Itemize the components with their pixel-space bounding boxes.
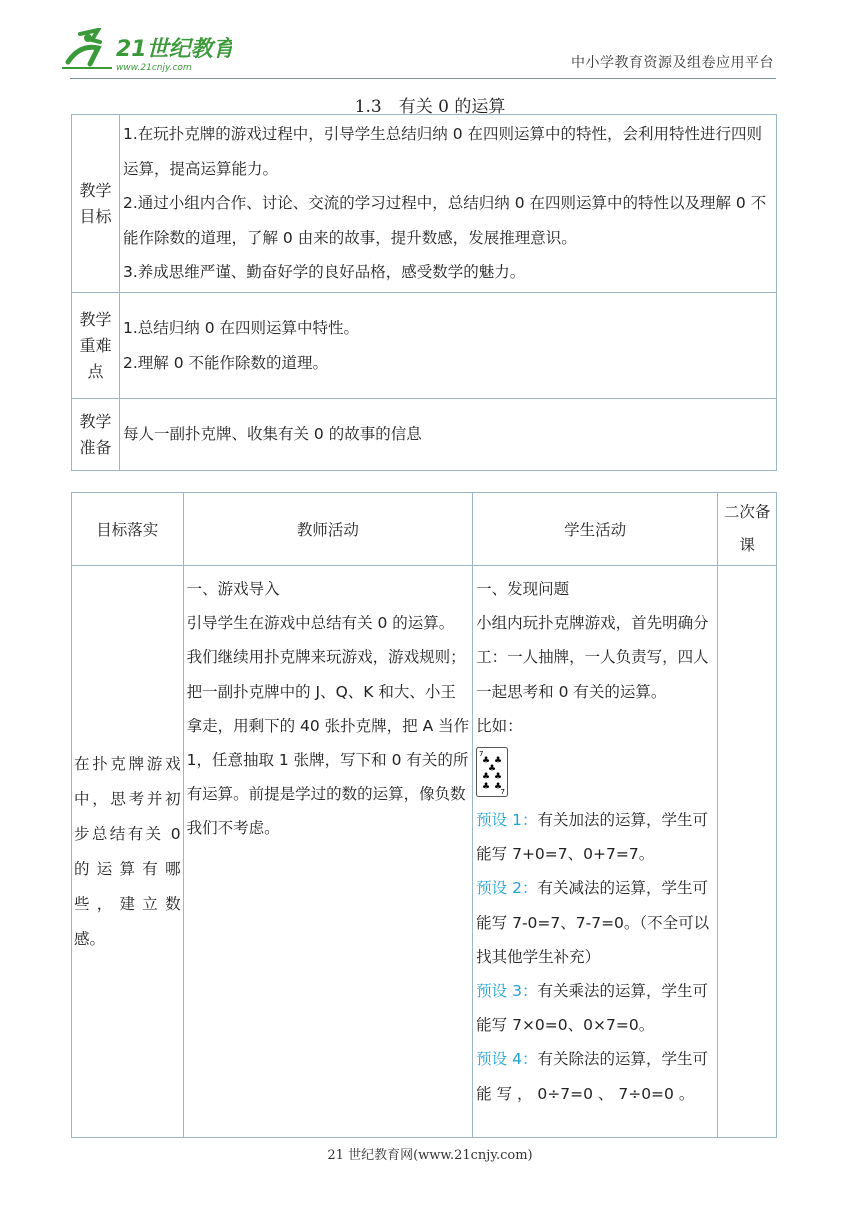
preset-label: 预设 3： xyxy=(476,982,538,1001)
preset-item xyxy=(476,803,715,871)
preset-item xyxy=(476,871,715,974)
goal-cell: 在扑克牌游戏中，思考并初步总结有关 0 的运算有哪些，建立数感。 xyxy=(72,566,184,1138)
info-row-keypoints xyxy=(72,293,777,399)
card-rank-top: 7 xyxy=(479,750,484,759)
student-heading: 一、发现问题 xyxy=(476,580,570,598)
svg-text:♣: ♣ xyxy=(488,764,497,775)
activity-table xyxy=(71,492,777,1138)
teacher-line: 我们继续用扑克牌来玩游戏，游戏规则；把一副扑克牌中的 J、Q、K 和大、小王拿走，用剩下的 40 张扑克牌，把 A 当作 1，任意抽取 1 张牌，写下和 0 有关的所有运算。前提是学过的数的运算，像负数我们不考虑。 xyxy=(186,648,470,838)
preset-text: 有关除法的运算，学生可 能 写 ， 0÷7=0 、 7÷0=0 。 xyxy=(476,1050,708,1103)
info-label: 教学目标 xyxy=(72,115,120,293)
info-label: 教学重难点 xyxy=(72,293,120,399)
activity-header-row xyxy=(72,493,777,566)
teacher-line: 引导学生在游戏中总结有关 0 的运算。 xyxy=(186,614,455,633)
svg-text:♣: ♣ xyxy=(482,772,491,783)
info-line: 每人一副扑克牌、收集有关 0 的故事的信息 xyxy=(123,425,422,444)
site-logo xyxy=(62,28,232,76)
info-label: 教学准备 xyxy=(72,399,120,471)
svg-text:♣: ♣ xyxy=(482,782,491,793)
platform-text: 中小学教育资源及组卷应用平台 xyxy=(571,55,774,71)
student-intro: 小组内玩扑克牌游戏，首先明确分工：一人抽牌，一人负责写，四人一起思考和 0 有关的运算。 xyxy=(476,614,709,701)
preset-text: 有关减法的运算，学生可能写 7-0=7、7-7=0。（不全可以找其他学生补充） xyxy=(476,879,710,966)
info-line: 3.养成思维严谨、勤奋好学的良好品格，感受数学的魅力。 xyxy=(123,263,526,282)
info-row-goals xyxy=(72,115,777,293)
example-label: 比如： xyxy=(476,716,523,735)
info-row-prep xyxy=(72,399,777,471)
preset-item xyxy=(476,974,715,1042)
header-student: 学生活动 xyxy=(473,493,718,566)
logo-url-text: www.21cnjy.com xyxy=(116,63,192,73)
page-title: 1.3 有关 0 的运算 xyxy=(354,97,506,117)
svg-text:♣: ♣ xyxy=(494,782,503,793)
activity-row xyxy=(72,566,777,1138)
preset-label: 预设 1： xyxy=(476,811,538,830)
svg-text:♣: ♣ xyxy=(494,756,503,767)
notes-cell xyxy=(718,566,777,1138)
info-line: 2.通过小组内合作、讨论、交流的学习过程中，总结归纳 0 在四则运算中的特性以及理解 0 不能作除数的道理，了解 0 由来的故事，提升数感，发展推理意识。 xyxy=(123,194,767,247)
logo-text: 21世纪教育 xyxy=(116,37,232,62)
svg-text:♣: ♣ xyxy=(482,756,491,767)
card-rank-bottom: 7 xyxy=(500,788,506,797)
header-notes: 二次备课 xyxy=(718,493,777,566)
info-line: 1.在玩扑克牌的游戏过程中，引导学生总结归纳 0 在四则运算中的特性，会利用特性进行四则运算，提高运算能力。 xyxy=(123,125,763,178)
header-goal: 目标落实 xyxy=(72,493,184,566)
preset-label: 预设 4： xyxy=(476,1050,538,1069)
preset-label: 预设 2： xyxy=(476,879,538,898)
preset-text: 有关乘法的运算，学生可能写 7×0=0、0×7=0。 xyxy=(476,982,708,1035)
student-cell xyxy=(473,566,718,1138)
playing-card-icon xyxy=(476,747,508,797)
header-teacher: 教师活动 xyxy=(183,493,473,566)
info-content xyxy=(120,115,777,293)
info-content xyxy=(120,399,777,471)
preset-text: 有关加法的运算，学生可能写 7+0=7、0+7=7。 xyxy=(476,811,708,864)
teacher-line: 一、游戏导入 xyxy=(186,580,280,598)
preset-item xyxy=(476,1042,715,1110)
svg-text:♣: ♣ xyxy=(494,772,503,783)
header-divider xyxy=(70,78,776,79)
footer-text: 21 世纪教育网(www.21cnjy.com) xyxy=(327,1148,533,1163)
teacher-cell xyxy=(183,566,473,1138)
info-content xyxy=(120,293,777,399)
info-line: 2.理解 0 不能作除数的道理。 xyxy=(123,353,329,372)
info-table xyxy=(71,114,777,471)
info-line: 1.总结归纳 0 在四则运算中特性。 xyxy=(123,319,360,337)
